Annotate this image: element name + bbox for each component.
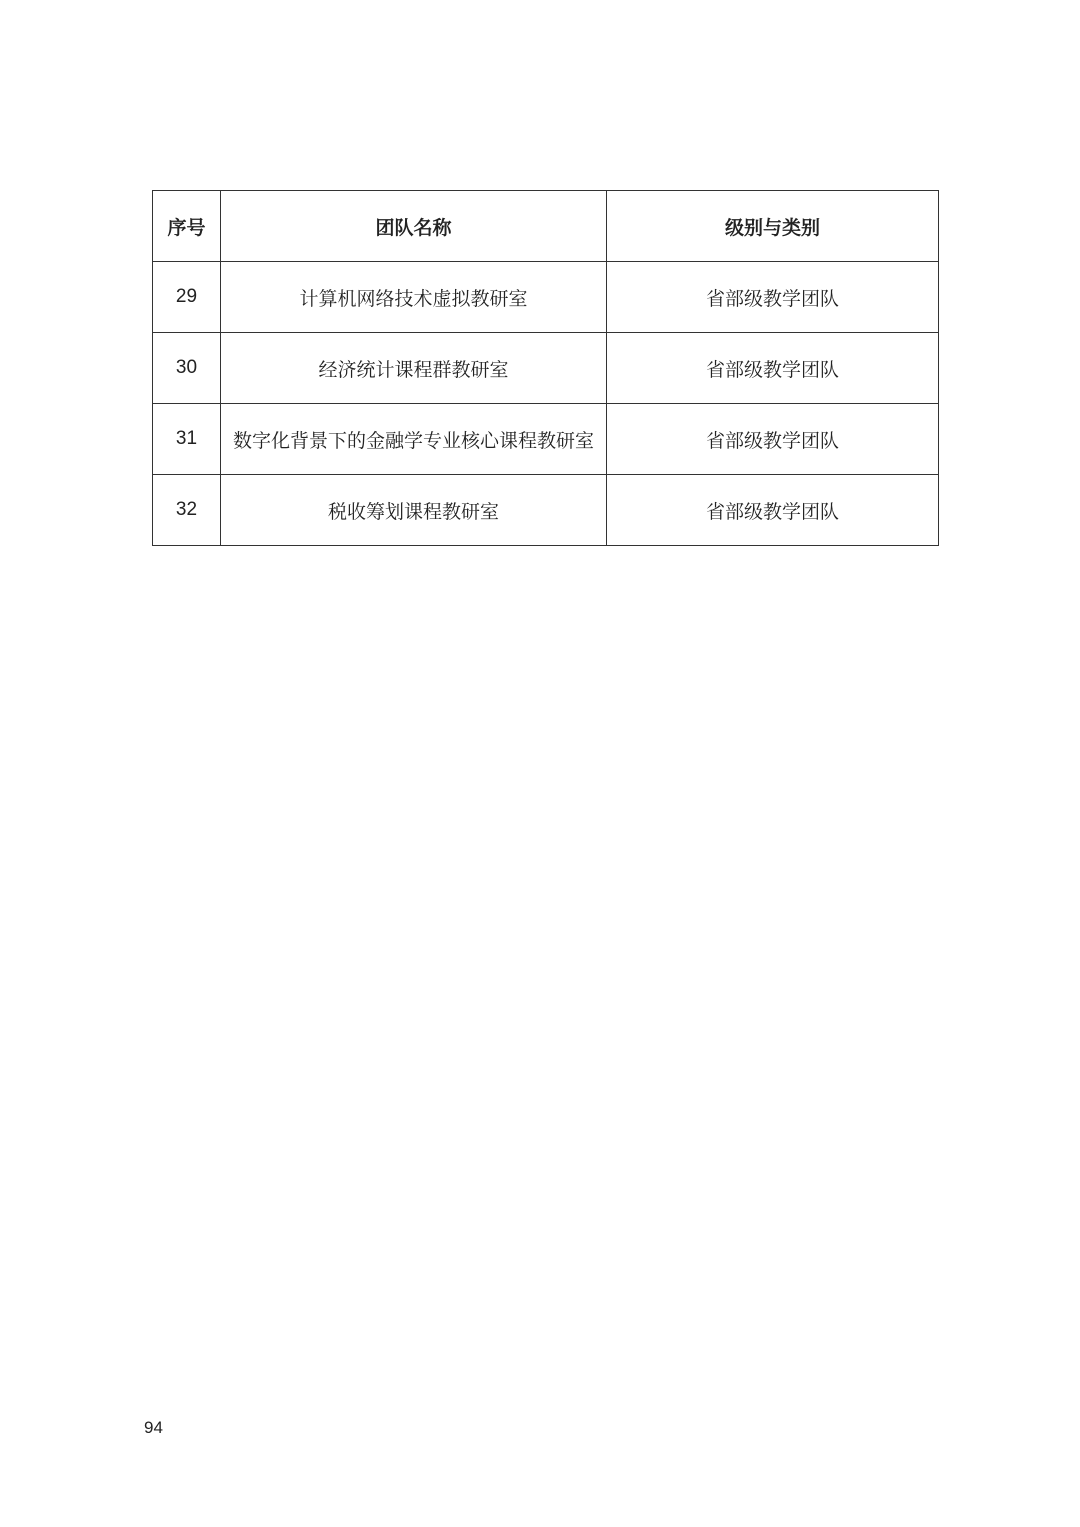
header-serial-number: 序号 <box>153 191 221 262</box>
cell-level-category: 省部级教学团队 <box>607 404 939 475</box>
table-row <box>153 404 939 475</box>
table-row <box>153 262 939 333</box>
table-header-row <box>153 191 939 262</box>
cell-serial-number: 32 <box>153 475 221 546</box>
cell-level-category: 省部级教学团队 <box>607 262 939 333</box>
cell-team-name: 数字化背景下的金融学专业核心课程教研室 <box>221 404 607 475</box>
table-row <box>153 475 939 546</box>
cell-team-name: 税收筹划课程教研室 <box>221 475 607 546</box>
page-number: 94 <box>144 1418 163 1437</box>
cell-serial-number: 29 <box>153 262 221 333</box>
table-row <box>153 333 939 404</box>
team-table <box>152 190 939 546</box>
header-level-category: 级别与类别 <box>607 191 939 262</box>
cell-team-name: 计算机网络技术虚拟教研室 <box>221 262 607 333</box>
cell-team-name: 经济统计课程群教研室 <box>221 333 607 404</box>
cell-serial-number: 30 <box>153 333 221 404</box>
cell-level-category: 省部级教学团队 <box>607 333 939 404</box>
cell-serial-number: 31 <box>153 404 221 475</box>
cell-level-category: 省部级教学团队 <box>607 475 939 546</box>
header-team-name: 团队名称 <box>221 191 607 262</box>
